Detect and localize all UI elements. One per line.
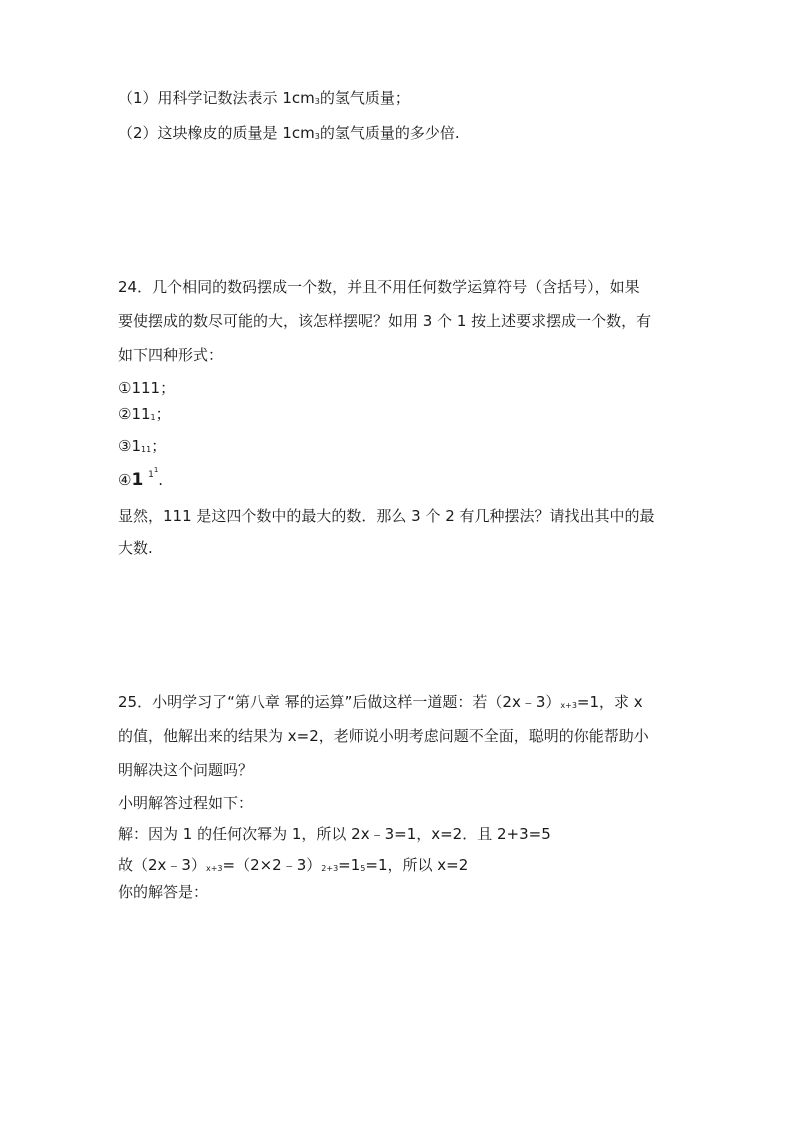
q25-l6-a: 故（2x﹣3） xyxy=(118,856,206,874)
question-24-line-4: 显然，111 是这四个数中的最大的数．那么 3 个 2 有几种摆法？请找出其中的最 xyxy=(118,507,655,525)
question-25-line-4: 小明解答过程如下： xyxy=(118,794,254,812)
q25-l1-text: 25．小明学习了“第八章 幂的运算”后做这样一道题：若（2x﹣3） xyxy=(118,693,561,711)
q25-exponent: x+3 xyxy=(560,701,577,710)
opt4-end: . xyxy=(158,471,164,489)
question-25-line-6 xyxy=(118,855,468,879)
question-24-line-3: 如下四种形式： xyxy=(118,346,224,364)
question-23-part-1 xyxy=(118,88,410,112)
opt4-exponent-1: 1 xyxy=(148,470,154,480)
question-25-line-3: 明解决这个问题吗？ xyxy=(118,761,254,779)
question-24-option-3 xyxy=(118,436,166,460)
opt3-exponent: 11 xyxy=(141,445,152,454)
opt2-base: ②11 xyxy=(118,405,151,423)
question-24-line-2: 要使摆成的数尽可能的大，该怎样摆呢？如用 3 个 1 按上述要求摆成一个数，有 xyxy=(118,312,652,330)
question-25-line-7: 你的解答是： xyxy=(118,883,209,901)
opt3-end: ； xyxy=(151,437,167,455)
question-25-line-2: 的值，他解出来的结果为 x=2，老师说小明考虑问题不全面，聪明的你能帮助小 xyxy=(118,727,649,745)
q23-p2-text: （2）这块橡皮的质量是 1cm xyxy=(118,124,315,142)
q25-l6-exp-3: 5 xyxy=(360,864,366,873)
opt2-end: ； xyxy=(155,405,171,423)
q25-l1-end: =1，求 x xyxy=(576,693,643,711)
opt4-base: 1 xyxy=(131,470,144,490)
q23-p1-text: （1）用科学记数法表示 1cm xyxy=(118,89,315,107)
opt3-base: ③1 xyxy=(118,437,141,455)
question-24-line-5: 大数. xyxy=(118,539,153,557)
unit-exponent: 3 xyxy=(314,132,320,141)
q25-l6-exp-2: 2+3 xyxy=(321,864,339,873)
q25-l6-g: =1，所以 x=2 xyxy=(365,856,469,874)
q23-p1-text-end: 的氢气质量； xyxy=(319,89,410,107)
opt4-exponent-2: 1 xyxy=(153,466,159,474)
question-23-part-2 xyxy=(118,123,460,147)
opt2-exponent: 1 xyxy=(150,413,156,422)
question-24-option-4 xyxy=(118,466,164,493)
unit-exponent: 3 xyxy=(314,97,320,106)
q23-p2-text-end: 的氢气质量的多少倍. xyxy=(319,124,460,142)
q25-l6-exp-1: x+3 xyxy=(205,864,223,873)
question-24-line-1: 24．几个相同的数码摆成一个数，并且不用任何数学运算符号（含括号），如果 xyxy=(118,278,640,296)
question-25-line-5: 解：因为 1 的任何次幂为 1，所以 2x﹣3=1，x=2．且 2+3=5 xyxy=(118,825,551,843)
q25-l6-e: =1 xyxy=(338,856,361,874)
opt4-label: ④ xyxy=(118,471,132,489)
q25-l6-c: =（2×2﹣3） xyxy=(222,856,322,874)
question-25-line-1 xyxy=(118,692,643,716)
question-24-option-1: ①111； xyxy=(118,379,176,397)
question-24-option-2 xyxy=(118,404,171,428)
